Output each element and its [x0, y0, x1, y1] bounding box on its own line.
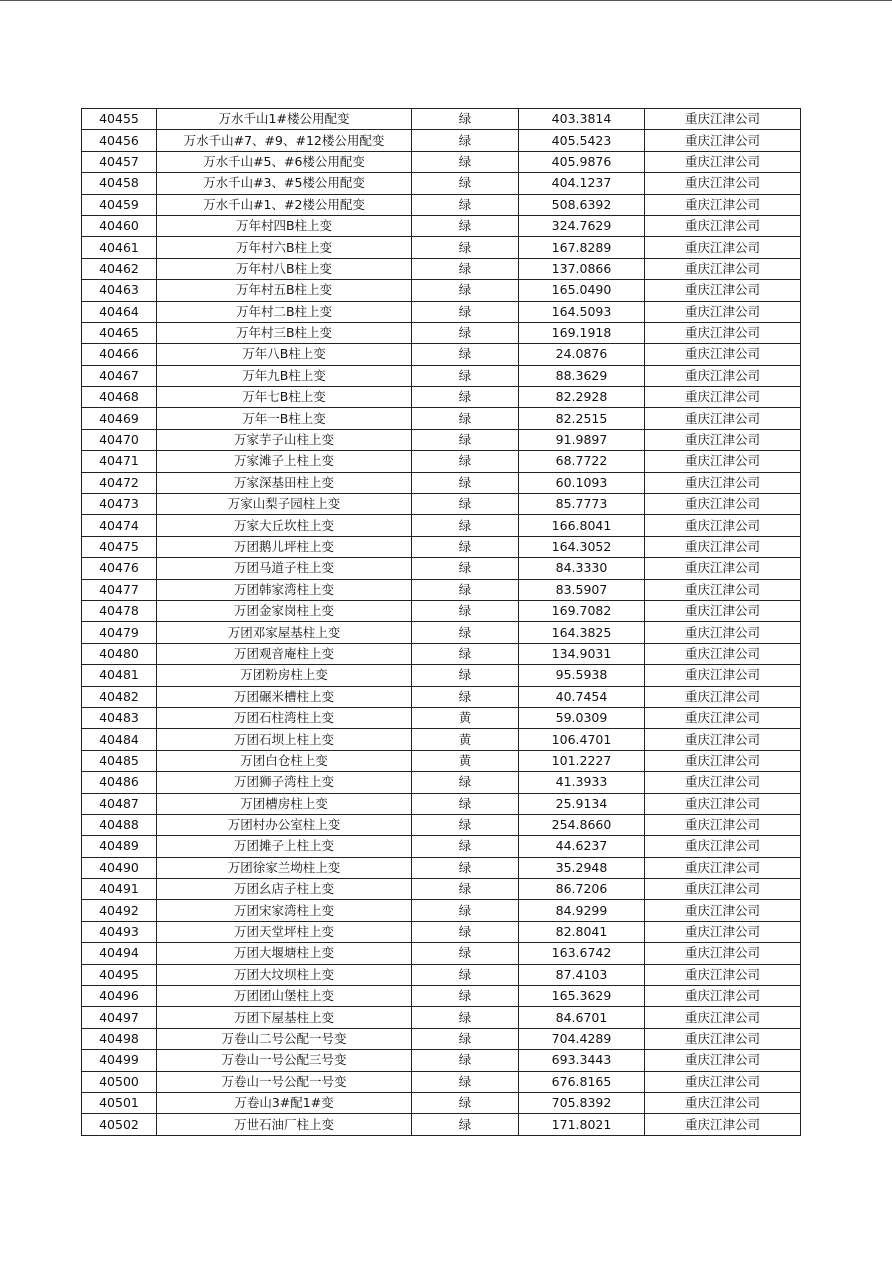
status-cell: 绿 — [412, 1092, 519, 1113]
status-cell: 绿 — [412, 237, 519, 258]
table-row — [82, 793, 801, 814]
row-id-cell: 40455 — [82, 109, 157, 130]
transformer-name-cell: 万团邓家屋基柱上变 — [157, 622, 412, 643]
transformer-name-cell: 万年七B柱上变 — [157, 387, 412, 408]
value-cell: 41.3933 — [519, 772, 645, 793]
value-cell: 82.8041 — [519, 921, 645, 942]
company-cell: 重庆江津公司 — [645, 558, 801, 579]
value-cell: 134.9031 — [519, 643, 645, 664]
transformer-name-cell: 万团鹅儿坪柱上变 — [157, 536, 412, 557]
company-cell: 重庆江津公司 — [645, 151, 801, 172]
row-id-cell: 40479 — [82, 622, 157, 643]
table-row — [82, 130, 801, 151]
company-cell: 重庆江津公司 — [645, 301, 801, 322]
company-cell: 重庆江津公司 — [645, 921, 801, 942]
table-row — [82, 729, 801, 750]
company-cell: 重庆江津公司 — [645, 665, 801, 686]
table-row — [82, 515, 801, 536]
transformer-name-cell: 万团幺店子柱上变 — [157, 879, 412, 900]
row-id-cell: 40490 — [82, 857, 157, 878]
value-cell: 324.7629 — [519, 215, 645, 236]
value-cell: 164.3052 — [519, 536, 645, 557]
transformer-name-cell: 万水千山#3、#5楼公用配变 — [157, 173, 412, 194]
company-cell: 重庆江津公司 — [645, 772, 801, 793]
value-cell: 84.9299 — [519, 900, 645, 921]
table-row — [82, 173, 801, 194]
value-cell: 403.3814 — [519, 109, 645, 130]
status-cell: 绿 — [412, 387, 519, 408]
value-cell: 35.2948 — [519, 857, 645, 878]
transformer-name-cell: 万水千山#7、#9、#12楼公用配变 — [157, 130, 412, 151]
table-row — [82, 964, 801, 985]
transformer-name-cell: 万家滩子上柱上变 — [157, 451, 412, 472]
status-cell: 绿 — [412, 879, 519, 900]
row-id-cell: 40502 — [82, 1114, 157, 1135]
value-cell: 676.8165 — [519, 1071, 645, 1092]
transformer-name-cell: 万团天堂坪柱上变 — [157, 921, 412, 942]
table-row — [82, 836, 801, 857]
value-cell: 254.8660 — [519, 814, 645, 835]
data-table — [81, 108, 801, 1136]
row-id-cell: 40489 — [82, 836, 157, 857]
transformer-name-cell: 万团韩家湾柱上变 — [157, 579, 412, 600]
status-cell: 绿 — [412, 643, 519, 664]
value-cell: 167.8289 — [519, 237, 645, 258]
transformer-name-cell: 万团摊子上柱上变 — [157, 836, 412, 857]
transformer-name-cell: 万年村八B柱上变 — [157, 258, 412, 279]
table-row — [82, 1028, 801, 1049]
row-id-cell: 40491 — [82, 879, 157, 900]
row-id-cell: 40481 — [82, 665, 157, 686]
status-cell: 绿 — [412, 686, 519, 707]
row-id-cell: 40473 — [82, 494, 157, 515]
company-cell: 重庆江津公司 — [645, 900, 801, 921]
row-id-cell: 40484 — [82, 729, 157, 750]
row-id-cell: 40466 — [82, 344, 157, 365]
transformer-name-cell: 万团白仓柱上变 — [157, 750, 412, 771]
value-cell: 163.6742 — [519, 943, 645, 964]
table-row — [82, 1092, 801, 1113]
table-row — [82, 643, 801, 664]
row-id-cell: 40492 — [82, 900, 157, 921]
value-cell: 95.5938 — [519, 665, 645, 686]
company-cell: 重庆江津公司 — [645, 707, 801, 728]
status-cell: 绿 — [412, 215, 519, 236]
transformer-name-cell: 万团大堰塘柱上变 — [157, 943, 412, 964]
transformer-name-cell: 万年村二B柱上变 — [157, 301, 412, 322]
transformer-name-cell: 万团徐家兰坳柱上变 — [157, 857, 412, 878]
row-id-cell: 40478 — [82, 600, 157, 621]
company-cell: 重庆江津公司 — [645, 494, 801, 515]
status-cell: 绿 — [412, 151, 519, 172]
company-cell: 重庆江津公司 — [645, 600, 801, 621]
company-cell: 重庆江津公司 — [645, 1092, 801, 1113]
value-cell: 82.2515 — [519, 408, 645, 429]
table-row — [82, 151, 801, 172]
transformer-name-cell: 万年村五B柱上变 — [157, 280, 412, 301]
row-id-cell: 40458 — [82, 173, 157, 194]
row-id-cell: 40477 — [82, 579, 157, 600]
value-cell: 705.8392 — [519, 1092, 645, 1113]
status-cell: 绿 — [412, 943, 519, 964]
row-id-cell: 40482 — [82, 686, 157, 707]
transformer-name-cell: 万团观音庵柱上变 — [157, 643, 412, 664]
value-cell: 137.0866 — [519, 258, 645, 279]
table-row — [82, 301, 801, 322]
value-cell: 106.4701 — [519, 729, 645, 750]
table-row — [82, 600, 801, 621]
status-cell: 黄 — [412, 707, 519, 728]
transformer-name-cell: 万团村办公室柱上变 — [157, 814, 412, 835]
company-cell: 重庆江津公司 — [645, 109, 801, 130]
status-cell: 绿 — [412, 472, 519, 493]
table-row — [82, 857, 801, 878]
value-cell: 24.0876 — [519, 344, 645, 365]
status-cell: 绿 — [412, 365, 519, 386]
status-cell: 绿 — [412, 1071, 519, 1092]
value-cell: 166.8041 — [519, 515, 645, 536]
table-row — [82, 686, 801, 707]
company-cell: 重庆江津公司 — [645, 130, 801, 151]
company-cell: 重庆江津公司 — [645, 472, 801, 493]
company-cell: 重庆江津公司 — [645, 387, 801, 408]
status-cell: 绿 — [412, 558, 519, 579]
row-id-cell: 40472 — [82, 472, 157, 493]
value-cell: 704.4289 — [519, 1028, 645, 1049]
company-cell: 重庆江津公司 — [645, 536, 801, 557]
company-cell: 重庆江津公司 — [645, 258, 801, 279]
table-row — [82, 494, 801, 515]
company-cell: 重庆江津公司 — [645, 793, 801, 814]
value-cell: 171.8021 — [519, 1114, 645, 1135]
table-row — [82, 451, 801, 472]
table-row — [82, 579, 801, 600]
transformer-name-cell: 万团团山堡柱上变 — [157, 986, 412, 1007]
company-cell: 重庆江津公司 — [645, 729, 801, 750]
table-row — [82, 921, 801, 942]
transformer-name-cell: 万家深基田柱上变 — [157, 472, 412, 493]
row-id-cell: 40483 — [82, 707, 157, 728]
status-cell: 黄 — [412, 729, 519, 750]
row-id-cell: 40465 — [82, 322, 157, 343]
status-cell: 绿 — [412, 429, 519, 450]
status-cell: 绿 — [412, 1007, 519, 1028]
company-cell: 重庆江津公司 — [645, 964, 801, 985]
status-cell: 绿 — [412, 451, 519, 472]
table-row — [82, 215, 801, 236]
company-cell: 重庆江津公司 — [645, 643, 801, 664]
row-id-cell: 40476 — [82, 558, 157, 579]
row-id-cell: 40469 — [82, 408, 157, 429]
company-cell: 重庆江津公司 — [645, 1050, 801, 1071]
status-cell: 绿 — [412, 900, 519, 921]
status-cell: 绿 — [412, 280, 519, 301]
status-cell: 绿 — [412, 109, 519, 130]
transformer-name-cell: 万团石坝上柱上变 — [157, 729, 412, 750]
value-cell: 86.7206 — [519, 879, 645, 900]
value-cell: 164.3825 — [519, 622, 645, 643]
value-cell: 165.3629 — [519, 986, 645, 1007]
company-cell: 重庆江津公司 — [645, 836, 801, 857]
transformer-name-cell: 万团下屋基柱上变 — [157, 1007, 412, 1028]
company-cell: 重庆江津公司 — [645, 622, 801, 643]
table-row — [82, 622, 801, 643]
table-row — [82, 707, 801, 728]
transformer-name-cell: 万水千山#5、#6楼公用配变 — [157, 151, 412, 172]
value-cell: 101.2227 — [519, 750, 645, 771]
company-cell: 重庆江津公司 — [645, 194, 801, 215]
value-cell: 404.1237 — [519, 173, 645, 194]
status-cell: 绿 — [412, 515, 519, 536]
table-row — [82, 194, 801, 215]
table-row — [82, 322, 801, 343]
company-cell: 重庆江津公司 — [645, 686, 801, 707]
row-id-cell: 40462 — [82, 258, 157, 279]
company-cell: 重庆江津公司 — [645, 750, 801, 771]
transformer-name-cell: 万年八B柱上变 — [157, 344, 412, 365]
transformer-name-cell: 万卷山3#配1#变 — [157, 1092, 412, 1113]
transformer-name-cell: 万水千山#1、#2楼公用配变 — [157, 194, 412, 215]
transformer-name-cell: 万家山梨子园柱上变 — [157, 494, 412, 515]
row-id-cell: 40487 — [82, 793, 157, 814]
value-cell: 405.5423 — [519, 130, 645, 151]
row-id-cell: 40497 — [82, 1007, 157, 1028]
status-cell: 绿 — [412, 322, 519, 343]
transformer-name-cell: 万水千山1#楼公用配变 — [157, 109, 412, 130]
row-id-cell: 40501 — [82, 1092, 157, 1113]
company-cell: 重庆江津公司 — [645, 986, 801, 1007]
table-row — [82, 237, 801, 258]
value-cell: 84.6701 — [519, 1007, 645, 1028]
transformer-name-cell: 万团粉房柱上变 — [157, 665, 412, 686]
transformer-name-cell: 万团金家岗柱上变 — [157, 600, 412, 621]
status-cell: 绿 — [412, 173, 519, 194]
table-row — [82, 772, 801, 793]
status-cell: 绿 — [412, 793, 519, 814]
table-row — [82, 665, 801, 686]
value-cell: 405.9876 — [519, 151, 645, 172]
value-cell: 169.1918 — [519, 322, 645, 343]
status-cell: 绿 — [412, 301, 519, 322]
transformer-name-cell: 万团槽房柱上变 — [157, 793, 412, 814]
transformer-name-cell: 万年村四B柱上变 — [157, 215, 412, 236]
transformer-name-cell: 万团狮子湾柱上变 — [157, 772, 412, 793]
status-cell: 黄 — [412, 750, 519, 771]
company-cell: 重庆江津公司 — [645, 515, 801, 536]
table-row — [82, 1071, 801, 1092]
row-id-cell: 40461 — [82, 237, 157, 258]
table-row — [82, 1050, 801, 1071]
company-cell: 重庆江津公司 — [645, 579, 801, 600]
status-cell: 绿 — [412, 494, 519, 515]
transformer-name-cell: 万年村六B柱上变 — [157, 237, 412, 258]
value-cell: 169.7082 — [519, 600, 645, 621]
table-row — [82, 258, 801, 279]
transformer-name-cell: 万卷山二号公配一号变 — [157, 1028, 412, 1049]
row-id-cell: 40463 — [82, 280, 157, 301]
table-row — [82, 280, 801, 301]
value-cell: 59.0309 — [519, 707, 645, 728]
status-cell: 绿 — [412, 536, 519, 557]
company-cell: 重庆江津公司 — [645, 322, 801, 343]
transformer-name-cell: 万团马道子柱上变 — [157, 558, 412, 579]
status-cell: 绿 — [412, 600, 519, 621]
top-border-line — [0, 0, 892, 1]
value-cell: 25.9134 — [519, 793, 645, 814]
status-cell: 绿 — [412, 665, 519, 686]
transformer-name-cell: 万年九B柱上变 — [157, 365, 412, 386]
company-cell: 重庆江津公司 — [645, 215, 801, 236]
row-id-cell: 40456 — [82, 130, 157, 151]
company-cell: 重庆江津公司 — [645, 365, 801, 386]
transformer-name-cell: 万家大丘坎柱上变 — [157, 515, 412, 536]
transformer-name-cell: 万卷山一号公配一号变 — [157, 1071, 412, 1092]
row-id-cell: 40457 — [82, 151, 157, 172]
company-cell: 重庆江津公司 — [645, 1028, 801, 1049]
value-cell: 508.6392 — [519, 194, 645, 215]
row-id-cell: 40470 — [82, 429, 157, 450]
table-row — [82, 472, 801, 493]
value-cell: 84.3330 — [519, 558, 645, 579]
status-cell: 绿 — [412, 964, 519, 985]
status-cell: 绿 — [412, 772, 519, 793]
status-cell: 绿 — [412, 921, 519, 942]
row-id-cell: 40495 — [82, 964, 157, 985]
status-cell: 绿 — [412, 194, 519, 215]
row-id-cell: 40467 — [82, 365, 157, 386]
status-cell: 绿 — [412, 579, 519, 600]
table-row — [82, 986, 801, 1007]
transformer-name-cell: 万团宋家湾柱上变 — [157, 900, 412, 921]
company-cell: 重庆江津公司 — [645, 280, 801, 301]
table-row — [82, 344, 801, 365]
row-id-cell: 40496 — [82, 986, 157, 1007]
company-cell: 重庆江津公司 — [645, 451, 801, 472]
company-cell: 重庆江津公司 — [645, 408, 801, 429]
transformer-name-cell: 万团碾米槽柱上变 — [157, 686, 412, 707]
value-cell: 87.4103 — [519, 964, 645, 985]
transformer-name-cell: 万团大坟坝柱上变 — [157, 964, 412, 985]
status-cell: 绿 — [412, 814, 519, 835]
table-row — [82, 365, 801, 386]
value-cell: 164.5093 — [519, 301, 645, 322]
table-row — [82, 109, 801, 130]
value-cell: 68.7722 — [519, 451, 645, 472]
company-cell: 重庆江津公司 — [645, 237, 801, 258]
company-cell: 重庆江津公司 — [645, 1007, 801, 1028]
row-id-cell: 40468 — [82, 387, 157, 408]
table-row — [82, 879, 801, 900]
row-id-cell: 40500 — [82, 1071, 157, 1092]
table-row — [82, 429, 801, 450]
table-row — [82, 387, 801, 408]
row-id-cell: 40498 — [82, 1028, 157, 1049]
transformer-name-cell: 万卷山一号公配三号变 — [157, 1050, 412, 1071]
transformer-name-cell: 万家芋子山柱上变 — [157, 429, 412, 450]
value-cell: 88.3629 — [519, 365, 645, 386]
value-cell: 40.7454 — [519, 686, 645, 707]
table-body — [82, 109, 801, 1136]
company-cell: 重庆江津公司 — [645, 879, 801, 900]
row-id-cell: 40493 — [82, 921, 157, 942]
row-id-cell: 40464 — [82, 301, 157, 322]
row-id-cell: 40499 — [82, 1050, 157, 1071]
value-cell: 60.1093 — [519, 472, 645, 493]
company-cell: 重庆江津公司 — [645, 943, 801, 964]
row-id-cell: 40475 — [82, 536, 157, 557]
status-cell: 绿 — [412, 130, 519, 151]
value-cell: 165.0490 — [519, 280, 645, 301]
company-cell: 重庆江津公司 — [645, 814, 801, 835]
row-id-cell: 40480 — [82, 643, 157, 664]
status-cell: 绿 — [412, 344, 519, 365]
transformer-name-cell: 万世石油厂柱上变 — [157, 1114, 412, 1135]
row-id-cell: 40494 — [82, 943, 157, 964]
company-cell: 重庆江津公司 — [645, 1114, 801, 1135]
value-cell: 82.2928 — [519, 387, 645, 408]
status-cell: 绿 — [412, 258, 519, 279]
table-row — [82, 943, 801, 964]
value-cell: 44.6237 — [519, 836, 645, 857]
table-row — [82, 750, 801, 771]
company-cell: 重庆江津公司 — [645, 857, 801, 878]
status-cell: 绿 — [412, 1114, 519, 1135]
transformer-name-cell: 万年一B柱上变 — [157, 408, 412, 429]
table-row — [82, 814, 801, 835]
company-cell: 重庆江津公司 — [645, 1071, 801, 1092]
table-row — [82, 536, 801, 557]
status-cell: 绿 — [412, 986, 519, 1007]
status-cell: 绿 — [412, 408, 519, 429]
table-row — [82, 1007, 801, 1028]
table-row — [82, 900, 801, 921]
row-id-cell: 40459 — [82, 194, 157, 215]
row-id-cell: 40460 — [82, 215, 157, 236]
row-id-cell: 40474 — [82, 515, 157, 536]
value-cell: 693.3443 — [519, 1050, 645, 1071]
value-cell: 83.5907 — [519, 579, 645, 600]
company-cell: 重庆江津公司 — [645, 344, 801, 365]
transformer-name-cell: 万年村三B柱上变 — [157, 322, 412, 343]
status-cell: 绿 — [412, 1050, 519, 1071]
value-cell: 85.7773 — [519, 494, 645, 515]
row-id-cell: 40486 — [82, 772, 157, 793]
table-row — [82, 1114, 801, 1135]
row-id-cell: 40471 — [82, 451, 157, 472]
company-cell: 重庆江津公司 — [645, 429, 801, 450]
status-cell: 绿 — [412, 836, 519, 857]
status-cell: 绿 — [412, 622, 519, 643]
value-cell: 91.9897 — [519, 429, 645, 450]
status-cell: 绿 — [412, 857, 519, 878]
row-id-cell: 40485 — [82, 750, 157, 771]
row-id-cell: 40488 — [82, 814, 157, 835]
table-row — [82, 408, 801, 429]
company-cell: 重庆江津公司 — [645, 173, 801, 194]
transformer-name-cell: 万团石柱湾柱上变 — [157, 707, 412, 728]
table-row — [82, 558, 801, 579]
status-cell: 绿 — [412, 1028, 519, 1049]
